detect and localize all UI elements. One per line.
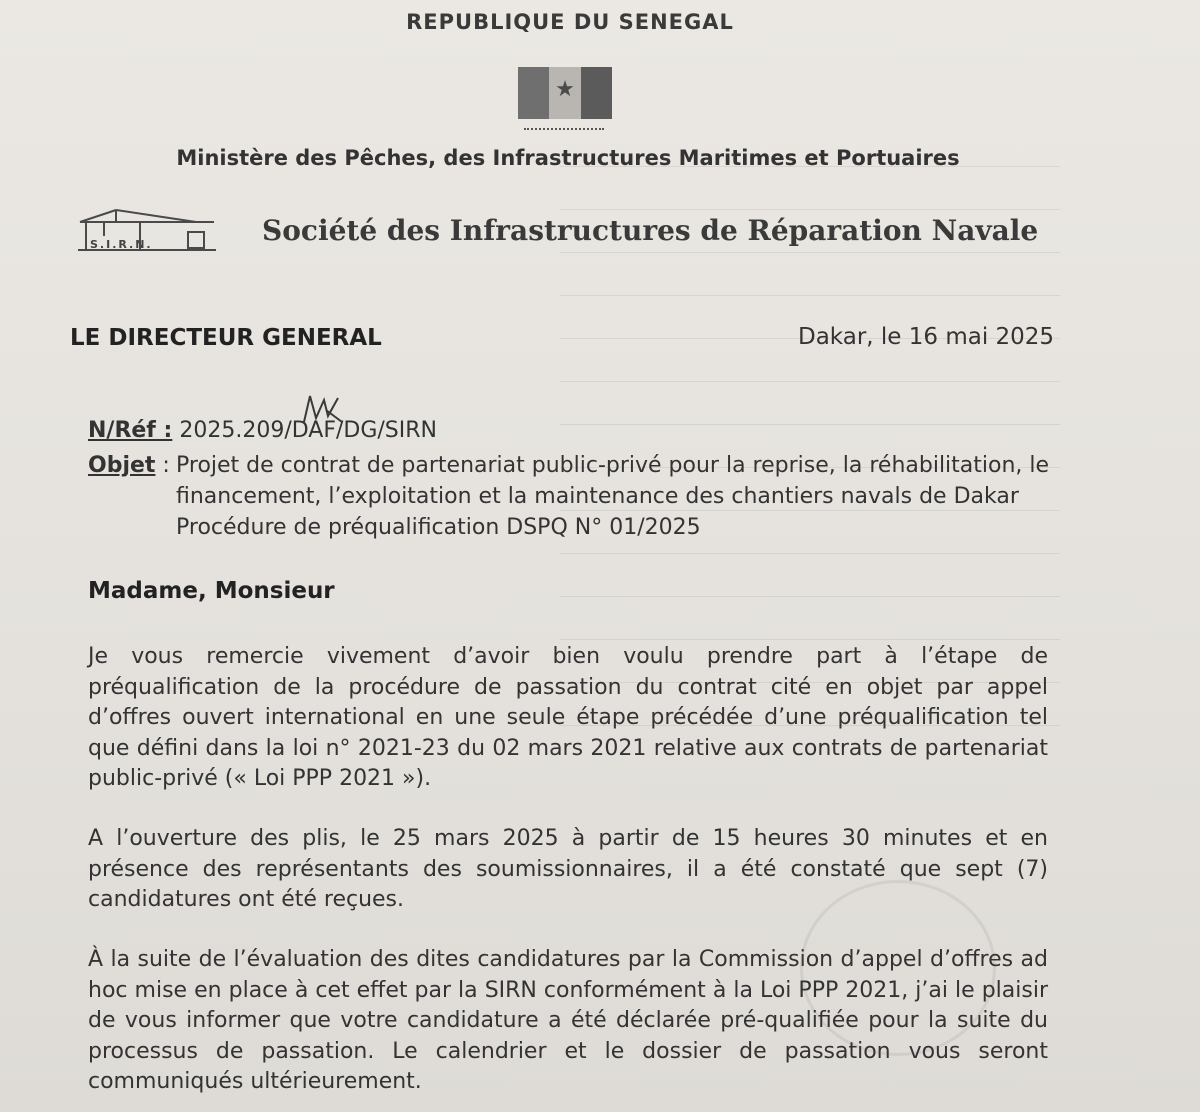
logo-lettering: S.I.R.N. — [90, 238, 153, 251]
senegal-flag-icon — [518, 67, 612, 119]
subject-separator: : — [155, 453, 170, 478]
faded-stamp — [800, 880, 996, 1056]
body-paragraph-1: Je vous remercie vivement d’avoir bien voulu prendre part à l’étape de préqualification de la procédure de passation du contrat cité en objet par appel d’offres ouvert international en une seule étape précédée d’une préqualification tel que défini dans la loi n° 2021-23 du 02 mars 2021 relative aux contrats de partenariat public-privé (« Loi PPP 2021 »). — [88, 644, 1048, 791]
body-paragraph-2: A l’ouverture des plis, le 25 mars 2025 à partir de 15 heures 30 minutes et en présence des représentants des soumissionnaires, il a été constaté que sept (7) candidatures ont été reçues. — [88, 826, 1048, 912]
sender-title: LE DIRECTEUR GENERAL — [70, 325, 382, 351]
subject-label-group — [88, 450, 170, 481]
reference-value: 2025.209/DAF/DG/SIRN — [179, 418, 437, 443]
ministry-heading: Ministère des Pêches, des Infrastructures Maritimes et Portuaires — [176, 146, 960, 170]
sirn-crane-logo-icon — [76, 206, 218, 254]
flag-band-yellow — [549, 67, 580, 119]
company-name: Société des Infrastructures de Réparation Navale — [262, 214, 1039, 247]
republic-heading: REPUBLIQUE DU SENEGAL — [406, 10, 734, 34]
dotted-divider — [524, 128, 604, 130]
subject-procedure: Procédure de préqualification DSPQ N° 01/2025 — [176, 515, 701, 540]
reference-line — [88, 418, 437, 443]
salutation: Madame, Monsieur — [88, 578, 335, 604]
subject-text: Projet de contrat de partenariat public-privé pour la reprise, la réhabilitation, le financement, l’exploitation et la maintenance des chantiers navals de Dakar — [176, 453, 1050, 509]
star-icon: ★ — [555, 77, 575, 102]
flag-band-green — [518, 67, 549, 119]
flag-band-red — [581, 67, 612, 119]
body-paragraph-3: À la suite de l’évaluation des dites candidatures par la Commission d’appel d’offres ad hoc mise en place à cet effet par la SIRN conformément à la Loi PPP 2021, j’ai le plaisir de vous informer que votre candidature a été déclarée pré-qualifiée pour la suite du processus de passation. Le calendrier et le dossier de passation vous seront communiqués ultérieurement. — [88, 947, 1048, 1094]
reference-label: N/Réf : — [88, 418, 173, 443]
subject-label: Objet — [88, 453, 156, 478]
subject-block — [88, 450, 1068, 543]
date-line: Dakar, le 16 mai 2025 — [798, 324, 1055, 350]
